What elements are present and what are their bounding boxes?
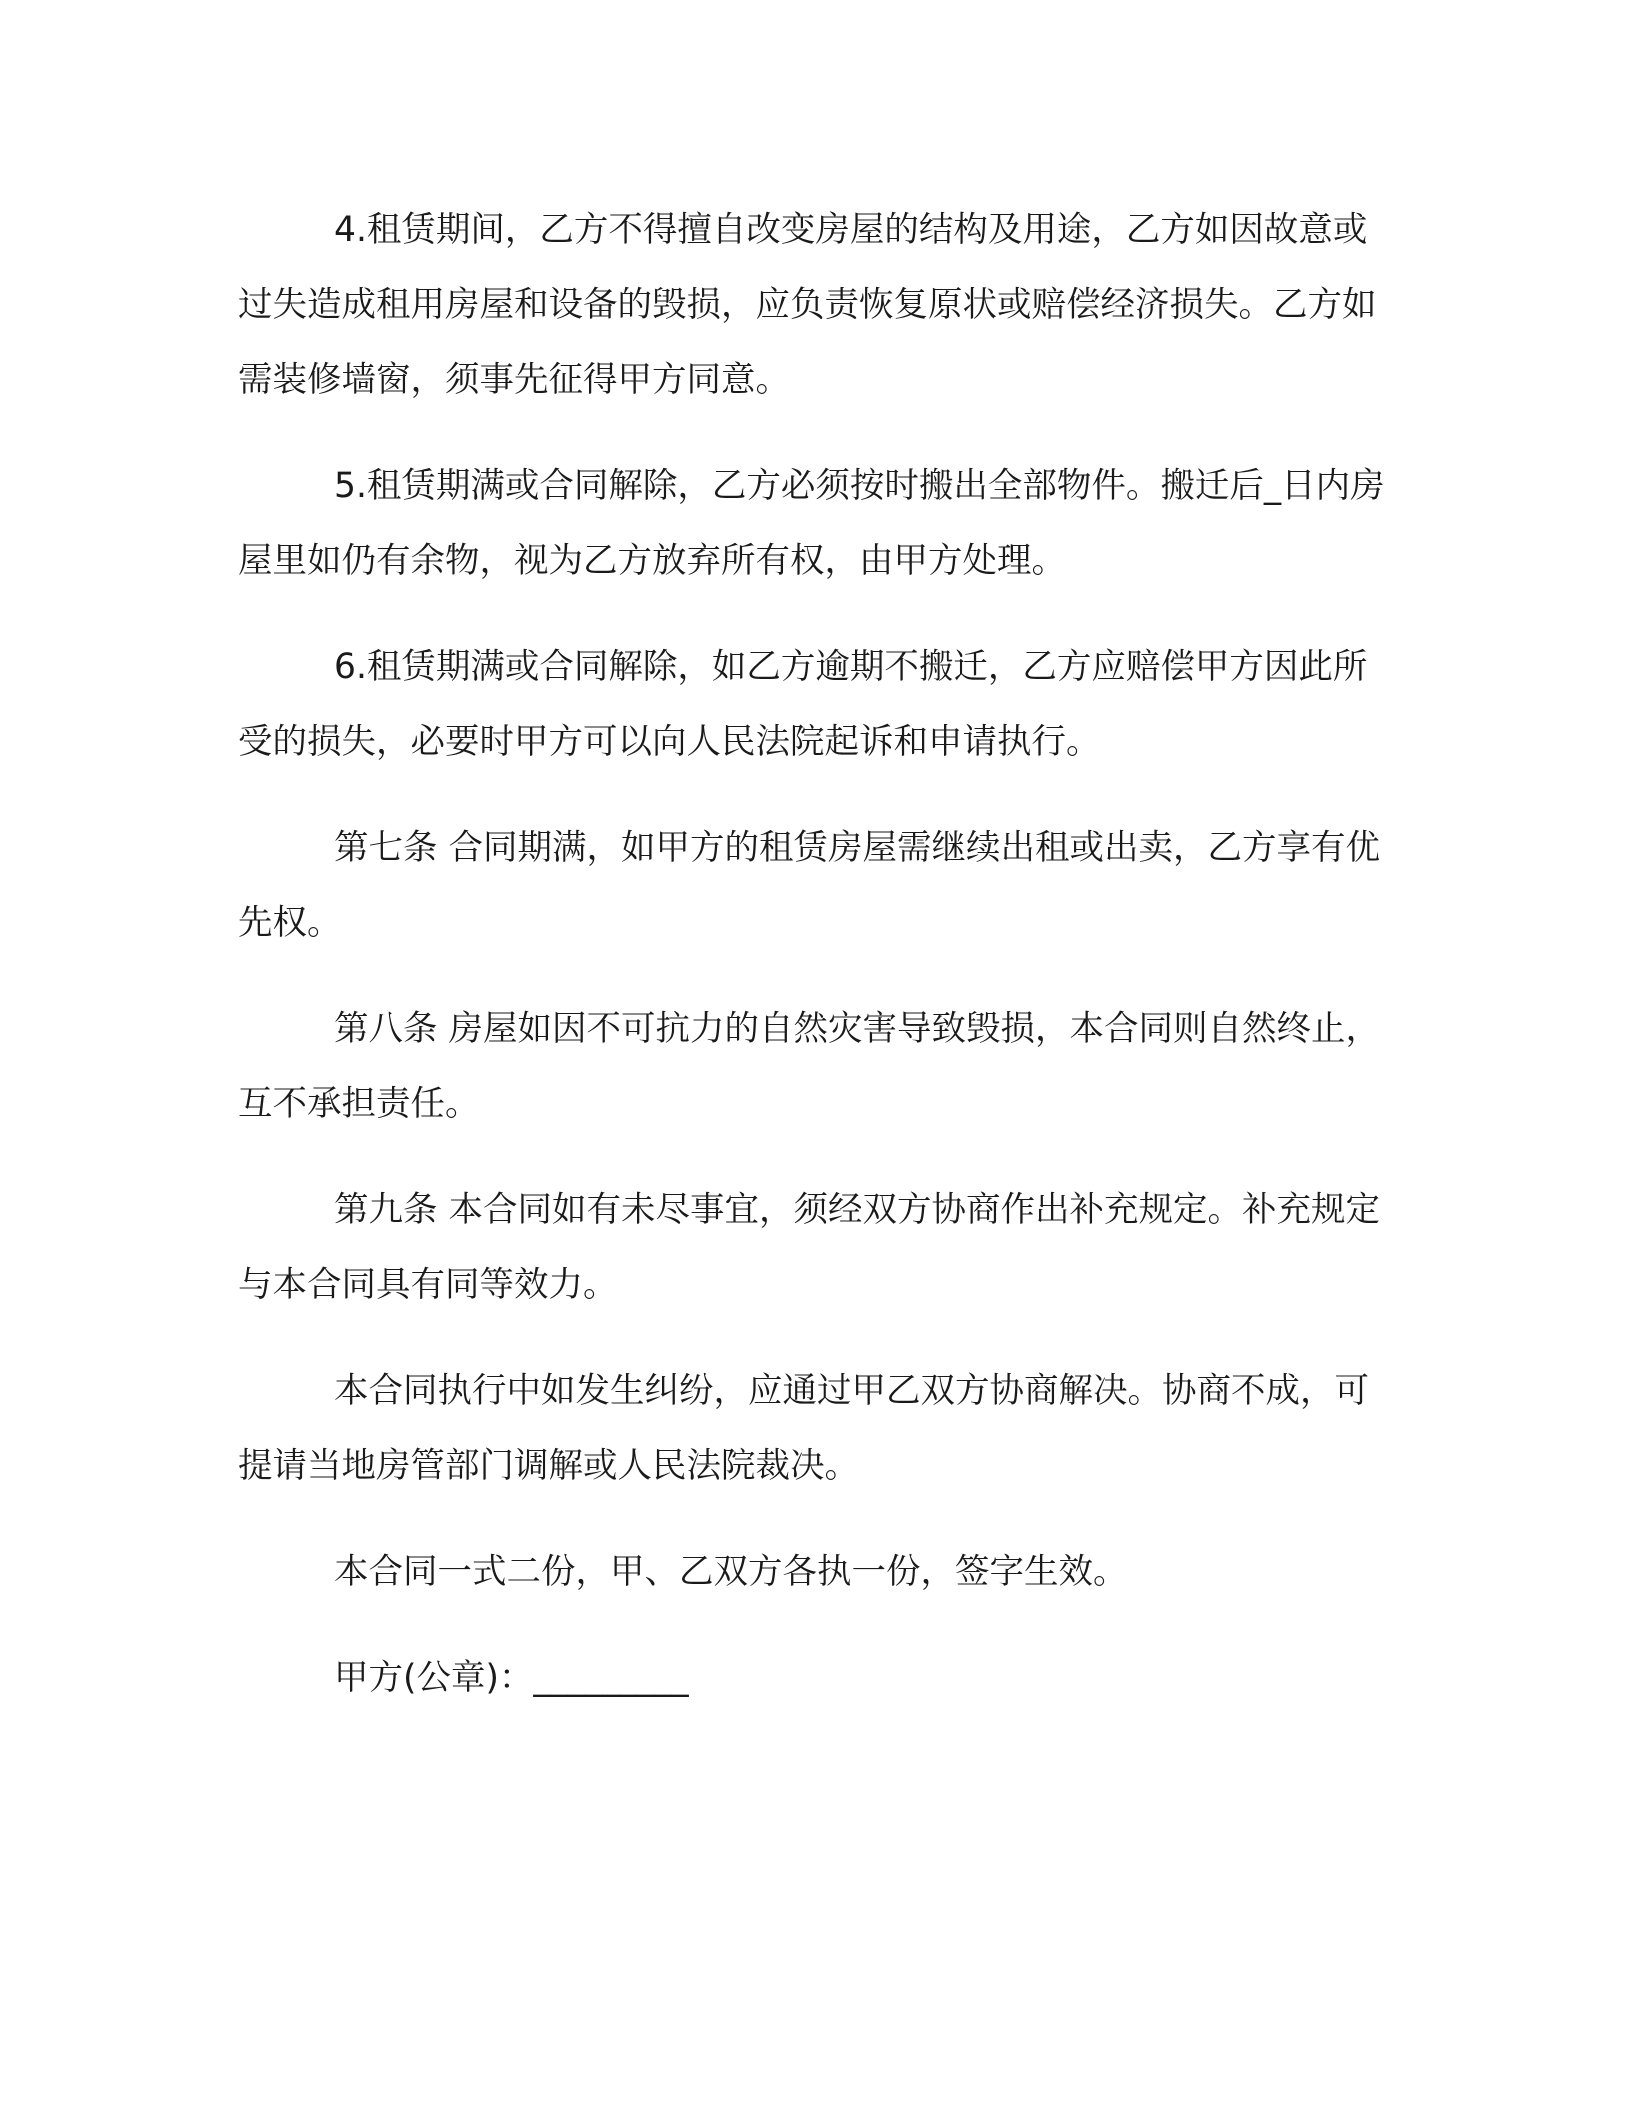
clause-paragraph: 第八条 房屋如因不可抗力的自然灾害导致毁损，本合同则自然终止，互不承担责任。: [238, 1009, 1380, 1124]
clause-paragraph: 本合同一式二份，甲、乙双方各执一份，签字生效。: [334, 1552, 1128, 1592]
clause-paragraph: 6.租赁期满或合同解除，如乙方逾期不搬迁，乙方应赔偿甲方因此所受的损失，必要时甲方可以向人民法院起诉和申请执行。: [238, 647, 1368, 762]
document-body: [238, 193, 1398, 1716]
clause-paragraph: 5.租赁期满或合同解除，乙方必须按时搬出全部物件。搬迁后_日内房屋里如仍有余物，视为乙方放弃所有权，由甲方处理。: [238, 466, 1385, 581]
clause-paragraph: 第七条 合同期满，如甲方的租赁房屋需继续出租或出卖，乙方享有优先权。: [238, 828, 1380, 943]
clause-paragraph: 4.租赁期间，乙方不得擅自改变房屋的结构及用途，乙方如因故意或过失造成租用房屋和设备的毁损，应负责恢复原状或赔偿经济损失。乙方如需装修墙窗，须事先征得甲方同意。: [238, 210, 1377, 400]
party-a-signature-line: 甲方(公章)：_________: [334, 1658, 689, 1698]
clause-paragraph: 第九条 本合同如有未尽事宜，须经双方协商作出补充规定。补充规定与本合同具有同等效力。: [238, 1190, 1380, 1305]
clause-paragraph: 本合同执行中如发生纠纷，应通过甲乙双方协商解决。协商不成，可提请当地房管部门调解或人民法院裁决。: [238, 1371, 1369, 1486]
